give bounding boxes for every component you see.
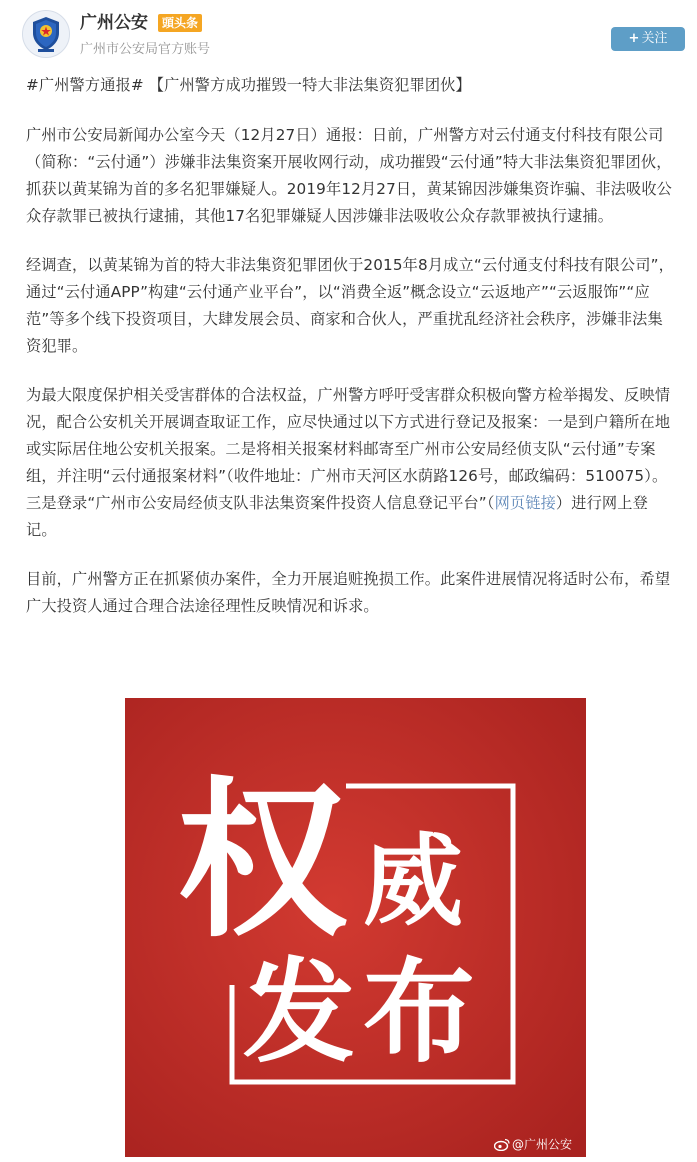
post-header xyxy=(0,0,697,70)
follow-label: 关注 xyxy=(641,31,668,46)
post-image[interactable] xyxy=(125,698,586,1157)
headline-title: 【广州警方成功摧毁一特大非法集资犯罪团伙】 xyxy=(148,76,471,94)
paragraph-3-text: 为最大限度保护相关受害群体的合法权益，广州警方呼吁受害群众积极向警方检举揭发、反映情况，配合公安机关开展调查取证工作，应尽快通过以下方式进行登记及报案：一是到户籍所在地或实际居住地公安机关报案。二是将相关报案材料邮寄至广州市公安局经侦支队“云付通”专案组，并注明“云付通报案材料”（收件地址：广州市天河区水荫路126号，邮政编码：510075）。三是登录“广州市公安局经侦支队非法集资案件投资人信息登记平台”（ xyxy=(26,386,671,512)
paragraph-1: 广州市公安局新闻办公室今天（12月27日）通报：日前，广州警方对云付通支付科技有限公司（简称：“云付通”）涉嫌非法集资案开展收网行动，成功摧毁“云付通”特大非法集资犯罪团伙，抓获以黄某锦为首的多名犯罪嫌疑人。2019年12月27日，黄某锦因涉嫌集资诈骗、非法吸收公众存款罪已被执行逮捕，其他17名犯罪嫌疑人因涉嫌非法吸收公众存款罪被执行逮捕。 xyxy=(26,126,672,225)
post-content xyxy=(26,72,678,642)
watermark-text: @广州公安 xyxy=(511,1137,572,1151)
web-link[interactable]: 网页链接 xyxy=(494,494,556,512)
char-bu: 布 xyxy=(363,948,475,1078)
char-wei: 威 xyxy=(363,823,463,940)
image-watermark xyxy=(494,1136,572,1153)
police-emblem-icon xyxy=(23,11,69,57)
follow-button[interactable] xyxy=(611,27,685,51)
account-description: 广州市公安局官方账号 xyxy=(80,42,211,57)
paragraph-3-tail: ）进行网上登记。 xyxy=(26,494,648,539)
avatar[interactable] xyxy=(22,10,70,58)
headline-badge: 頭头条 xyxy=(158,14,202,32)
plus-icon: + xyxy=(628,31,640,46)
char-quan: 权 xyxy=(177,763,348,961)
hashtag-link[interactable]: #广州警方通报# xyxy=(26,76,144,94)
weibo-logo-icon xyxy=(494,1138,510,1151)
authority-release-poster xyxy=(125,698,586,1157)
paragraph-4: 目前，广州警方正在抓紧侦办案件，全力开展追赃挽损工作。此案件进展情况将适时公布，希望广大投资人通过合理合法途径理性反映情况和诉求。 xyxy=(26,570,671,615)
char-fa: 发 xyxy=(243,948,355,1078)
paragraph-2: 经调查，以黄某锦为首的特大非法集资犯罪团伙于2015年8月成立“云付通支付科技有限公司”，通过“云付通APP”构建“云付通产业平台”，以“消费全返”概念设立“云返地产”“云返服饰”“应范”等多个线下投资项目，大肆发展会员、商家和合伙人，严重扰乱经济社会秩序，涉嫌非法集资犯罪。 xyxy=(26,256,674,355)
post-headline xyxy=(26,72,678,99)
paragraph-3 xyxy=(26,382,678,544)
account-name[interactable]: 广州公安 xyxy=(80,13,148,33)
